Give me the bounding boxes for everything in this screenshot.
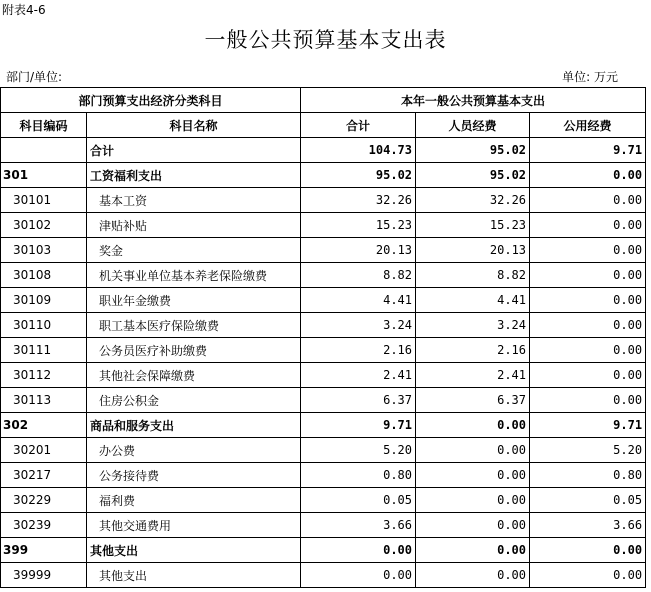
row-total: 5.20 bbox=[301, 438, 416, 463]
table-row bbox=[1, 263, 646, 288]
row-code: 30201 bbox=[1, 438, 87, 463]
row-public: 0.00 bbox=[530, 163, 646, 188]
row-personnel: 2.41 bbox=[416, 363, 530, 388]
row-total: 0.05 bbox=[301, 488, 416, 513]
row-code: 30113 bbox=[1, 388, 87, 413]
row-name: 合计 bbox=[87, 138, 301, 163]
row-name: 其他社会保障缴费 bbox=[87, 363, 301, 388]
row-name: 奖金 bbox=[87, 238, 301, 263]
header-group-left: 部门预算支出经济分类科目 bbox=[1, 88, 301, 113]
row-personnel: 95.02 bbox=[416, 138, 530, 163]
row-code bbox=[1, 138, 87, 163]
row-total: 9.71 bbox=[301, 413, 416, 438]
table-row bbox=[1, 138, 646, 163]
table-row bbox=[1, 488, 646, 513]
header-public: 公用经费 bbox=[530, 113, 646, 138]
row-personnel: 0.00 bbox=[416, 463, 530, 488]
table-row bbox=[1, 413, 646, 438]
row-code: 399 bbox=[1, 538, 87, 563]
row-name: 职业年金缴费 bbox=[87, 288, 301, 313]
table-row bbox=[1, 463, 646, 488]
row-personnel: 0.00 bbox=[416, 413, 530, 438]
row-personnel: 0.00 bbox=[416, 438, 530, 463]
row-personnel: 15.23 bbox=[416, 213, 530, 238]
row-total: 104.73 bbox=[301, 138, 416, 163]
table-row bbox=[1, 238, 646, 263]
row-personnel: 20.13 bbox=[416, 238, 530, 263]
row-code: 30111 bbox=[1, 338, 87, 363]
row-name: 公务接待费 bbox=[87, 463, 301, 488]
row-personnel: 0.00 bbox=[416, 563, 530, 588]
row-total: 8.82 bbox=[301, 263, 416, 288]
row-public: 0.00 bbox=[530, 363, 646, 388]
row-public: 3.66 bbox=[530, 513, 646, 538]
table-body bbox=[1, 138, 646, 588]
header-name: 科目名称 bbox=[87, 113, 301, 138]
table-row bbox=[1, 188, 646, 213]
row-name: 职工基本医疗保险缴费 bbox=[87, 313, 301, 338]
row-public: 0.05 bbox=[530, 488, 646, 513]
row-code: 30103 bbox=[1, 238, 87, 263]
row-total: 2.16 bbox=[301, 338, 416, 363]
header-group-row bbox=[1, 88, 646, 113]
table-row bbox=[1, 563, 646, 588]
row-public: 0.00 bbox=[530, 238, 646, 263]
row-name: 住房公积金 bbox=[87, 388, 301, 413]
table-row bbox=[1, 438, 646, 463]
row-public: 0.00 bbox=[530, 188, 646, 213]
row-code: 30108 bbox=[1, 263, 87, 288]
table-row bbox=[1, 313, 646, 338]
unit-label: 单位: 万元 bbox=[562, 70, 618, 84]
row-name: 公务员医疗补助缴费 bbox=[87, 338, 301, 363]
row-total: 2.41 bbox=[301, 363, 416, 388]
row-code: 301 bbox=[1, 163, 87, 188]
row-name: 机关事业单位基本养老保险缴费 bbox=[87, 263, 301, 288]
row-total: 3.66 bbox=[301, 513, 416, 538]
row-total: 20.13 bbox=[301, 238, 416, 263]
row-code: 30239 bbox=[1, 513, 87, 538]
table-row bbox=[1, 513, 646, 538]
row-code: 302 bbox=[1, 413, 87, 438]
budget-table bbox=[0, 87, 646, 588]
row-name: 津贴补贴 bbox=[87, 213, 301, 238]
department-label: 部门/单位: bbox=[6, 70, 63, 84]
row-name: 工资福利支出 bbox=[87, 163, 301, 188]
row-code: 30112 bbox=[1, 363, 87, 388]
row-public: 0.00 bbox=[530, 563, 646, 588]
row-personnel: 32.26 bbox=[416, 188, 530, 213]
row-code: 30101 bbox=[1, 188, 87, 213]
row-name: 其他交通费用 bbox=[87, 513, 301, 538]
table-row bbox=[1, 288, 646, 313]
row-total: 0.80 bbox=[301, 463, 416, 488]
row-personnel: 6.37 bbox=[416, 388, 530, 413]
row-name: 其他支出 bbox=[87, 563, 301, 588]
table-row bbox=[1, 213, 646, 238]
row-code: 30217 bbox=[1, 463, 87, 488]
row-total: 4.41 bbox=[301, 288, 416, 313]
row-name: 其他支出 bbox=[87, 538, 301, 563]
row-personnel: 95.02 bbox=[416, 163, 530, 188]
row-name: 福利费 bbox=[87, 488, 301, 513]
row-total: 0.00 bbox=[301, 563, 416, 588]
row-public: 9.71 bbox=[530, 413, 646, 438]
row-personnel: 4.41 bbox=[416, 288, 530, 313]
attachment-label: 附表4-6 bbox=[2, 3, 46, 17]
row-code: 30109 bbox=[1, 288, 87, 313]
row-personnel: 2.16 bbox=[416, 338, 530, 363]
row-name: 办公费 bbox=[87, 438, 301, 463]
row-public: 9.71 bbox=[530, 138, 646, 163]
row-personnel: 0.00 bbox=[416, 513, 530, 538]
row-public: 0.00 bbox=[530, 538, 646, 563]
row-public: 0.00 bbox=[530, 263, 646, 288]
row-personnel: 8.82 bbox=[416, 263, 530, 288]
row-public: 0.00 bbox=[530, 288, 646, 313]
row-code: 39999 bbox=[1, 563, 87, 588]
row-code: 30110 bbox=[1, 313, 87, 338]
row-public: 0.00 bbox=[530, 388, 646, 413]
row-personnel: 3.24 bbox=[416, 313, 530, 338]
row-total: 95.02 bbox=[301, 163, 416, 188]
header-column-row bbox=[1, 113, 646, 138]
page-title: 一般公共预算基本支出表 bbox=[204, 28, 447, 52]
header-personnel: 人员经费 bbox=[416, 113, 530, 138]
row-public: 0.80 bbox=[530, 463, 646, 488]
row-total: 15.23 bbox=[301, 213, 416, 238]
row-total: 3.24 bbox=[301, 313, 416, 338]
row-code: 30229 bbox=[1, 488, 87, 513]
row-public: 5.20 bbox=[530, 438, 646, 463]
header-group-right: 本年一般公共预算基本支出 bbox=[301, 88, 646, 113]
header-total: 合计 bbox=[301, 113, 416, 138]
table-row bbox=[1, 338, 646, 363]
row-code: 30102 bbox=[1, 213, 87, 238]
table-row bbox=[1, 163, 646, 188]
row-personnel: 0.00 bbox=[416, 488, 530, 513]
table-row bbox=[1, 388, 646, 413]
row-name: 商品和服务支出 bbox=[87, 413, 301, 438]
row-public: 0.00 bbox=[530, 338, 646, 363]
row-total: 32.26 bbox=[301, 188, 416, 213]
header-code: 科目编码 bbox=[1, 113, 87, 138]
row-public: 0.00 bbox=[530, 313, 646, 338]
table-row bbox=[1, 363, 646, 388]
table-row bbox=[1, 538, 646, 563]
row-name: 基本工资 bbox=[87, 188, 301, 213]
row-public: 0.00 bbox=[530, 213, 646, 238]
row-total: 6.37 bbox=[301, 388, 416, 413]
row-total: 0.00 bbox=[301, 538, 416, 563]
row-personnel: 0.00 bbox=[416, 538, 530, 563]
